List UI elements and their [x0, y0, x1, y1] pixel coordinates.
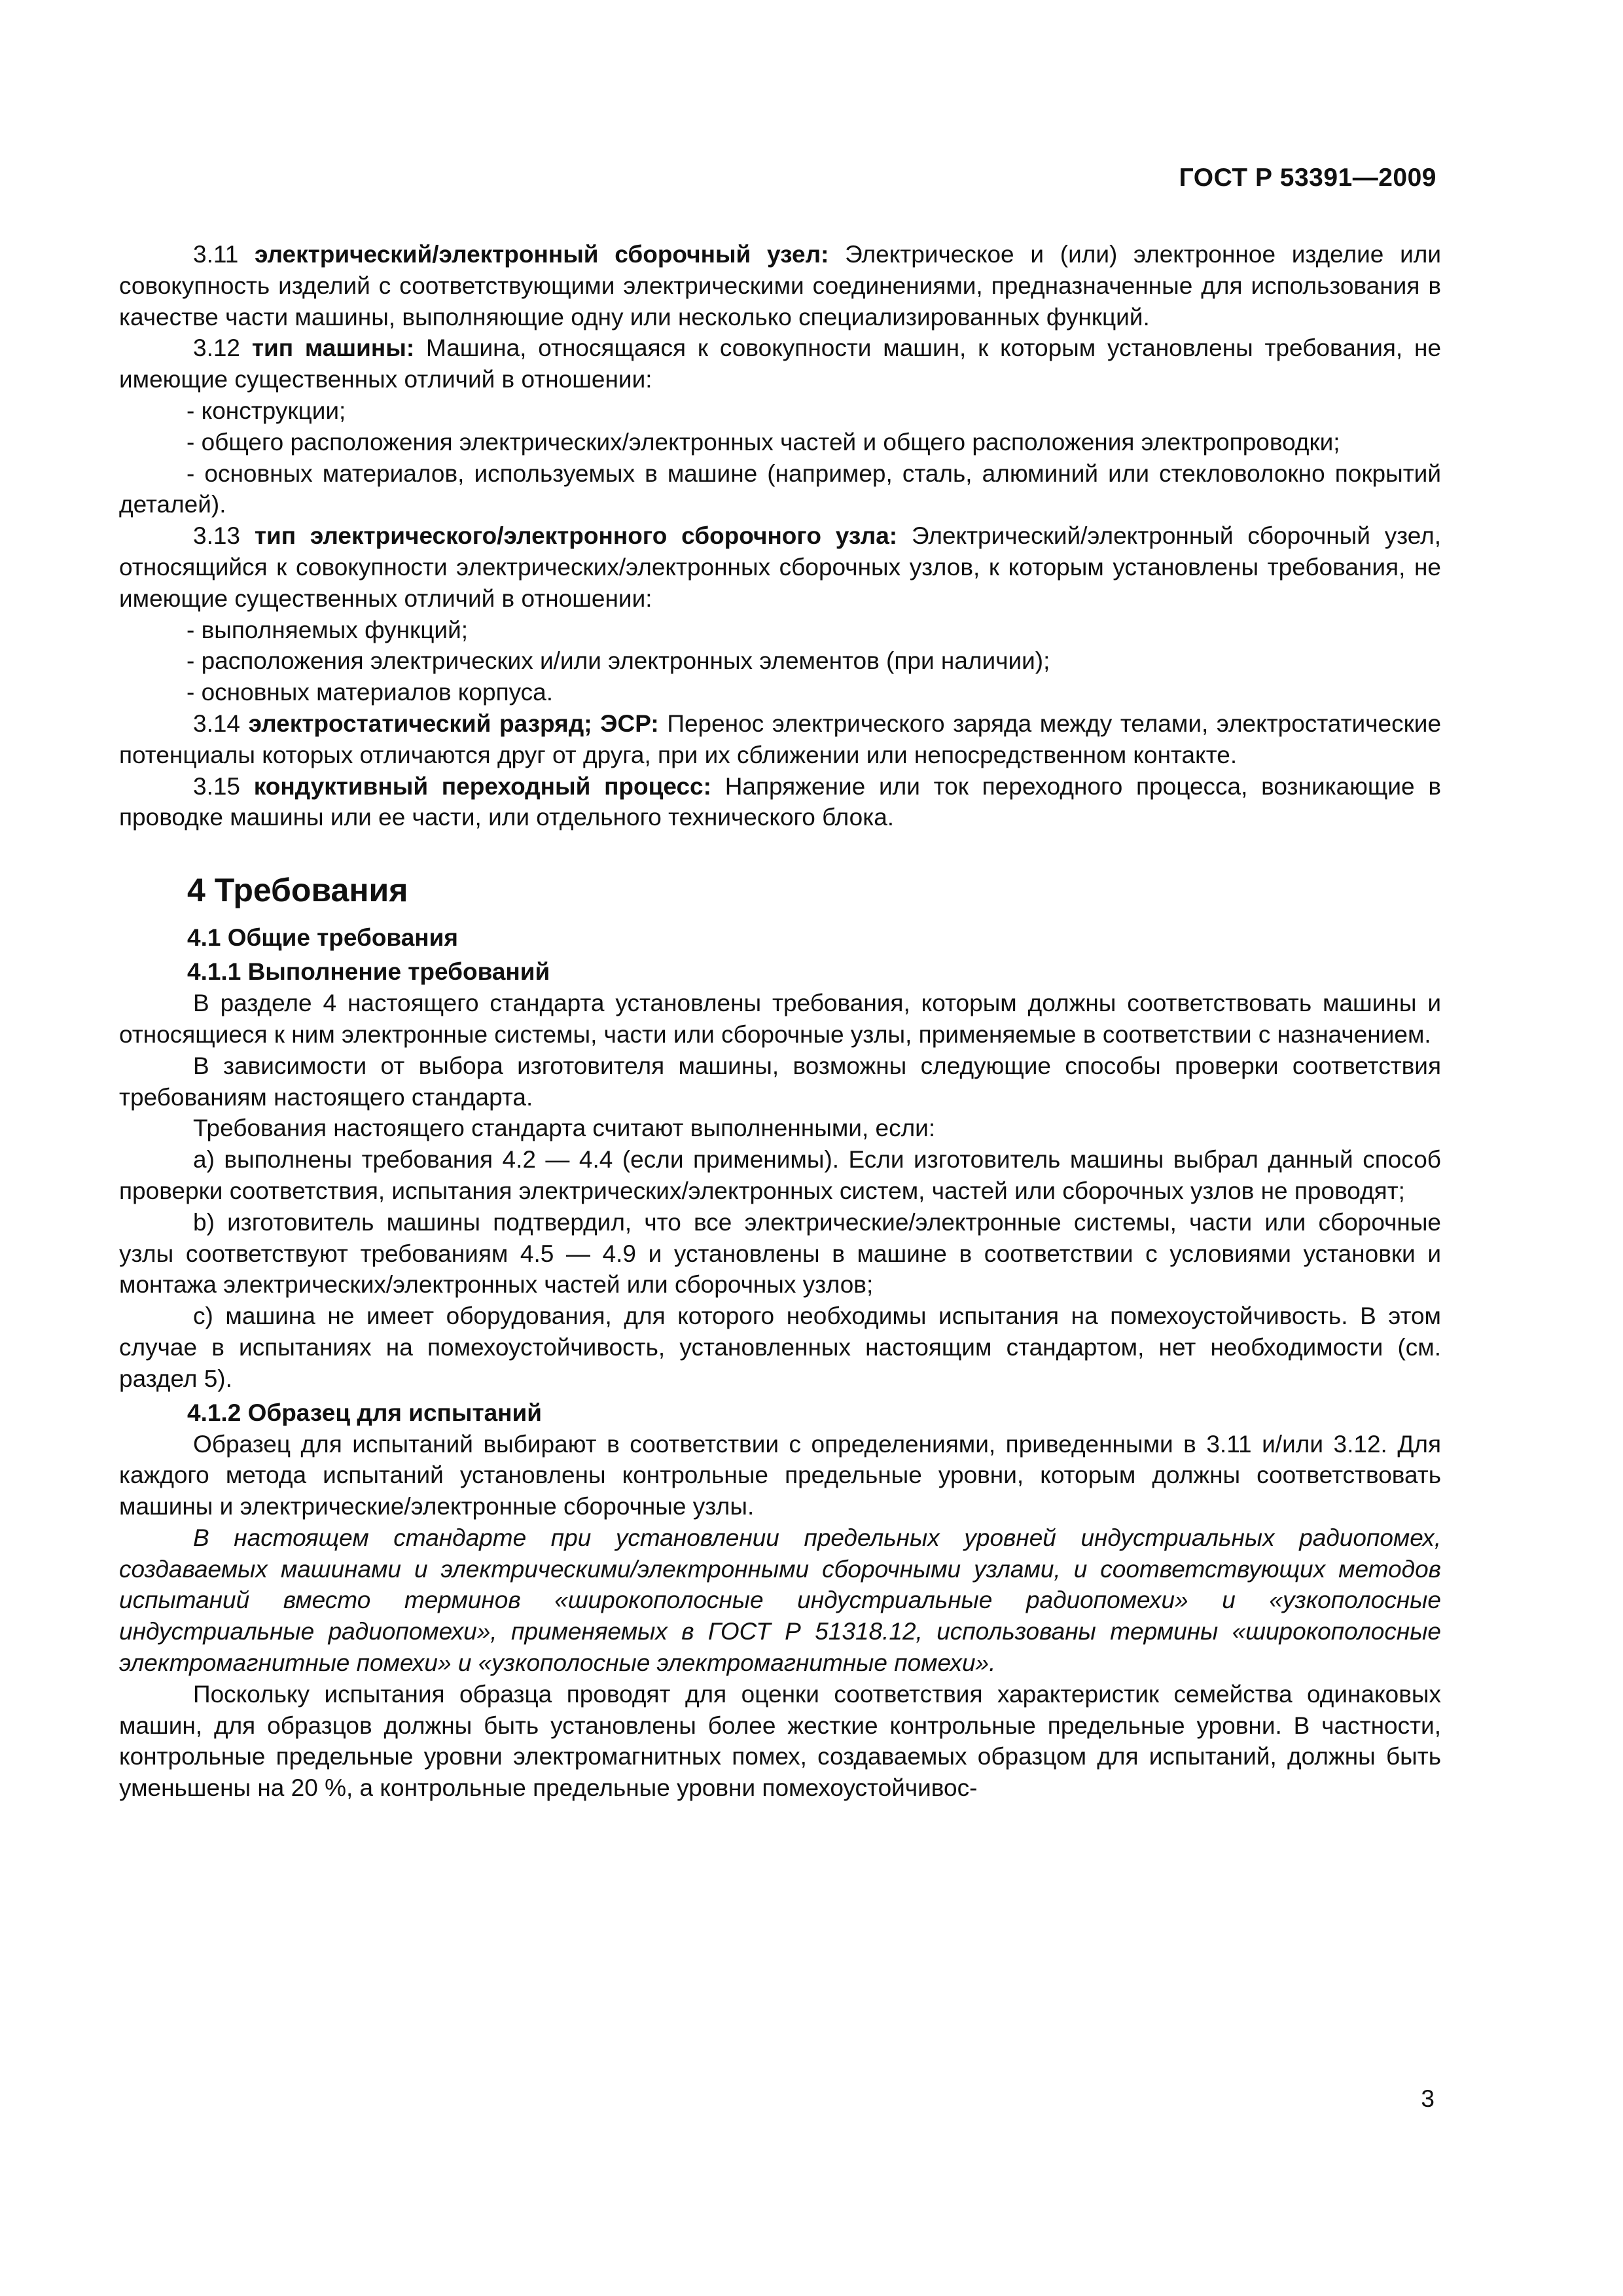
definition-3-12: 3.12 тип машины: Машина, относящаяся к совокупности машин, к которым установлены требования, не имеющие существенных отличий в отношении:: [119, 334, 1442, 393]
section-4-1-1-heading: 4.1.1 Выполнение требований: [187, 958, 550, 986]
list-item: - основных материалов корпуса.: [187, 679, 554, 706]
list-item-a: a) выполнены требования 4.2 — 4.4 (если применимы). Если изготовитель машины выбрал данный способ проверки соответствия, испытания электрических/электронных систем, частей или сборочных узлов не проводят;: [119, 1146, 1441, 1204]
section-4-heading: 4 Требования: [187, 872, 408, 909]
definition-3-14: 3.14 электростатический разряд; ЭСР: Перенос электрического заряда между телами, электростатические потенциалы которых отличаются друг от друга, при их сближении или непосредственном контакте.: [119, 709, 1442, 768]
section-4-1-2-heading: 4.1.2 Образец для испытаний: [187, 1399, 543, 1426]
document-body: [119, 239, 1441, 1804]
document-header: ГОСТ Р 53391—2009: [1179, 164, 1436, 192]
paragraph: Требования настоящего стандарта считают выполненными, если:: [193, 1115, 936, 1142]
list-item: - общего расположения электрических/электронных частей и общего расположения электропроводки;: [187, 428, 1340, 456]
definition-3-15: 3.15 кондуктивный переходный процесс: Напряжение или ток переходного процесса, возникающие в проводке машины или ее части, или отдельного технического блока.: [119, 772, 1442, 831]
page-number: 3: [1421, 2085, 1435, 2112]
definition-3-11: 3.11 электрический/электронный сборочный узел: Электрическое и (или) электронное изделие или совокупность изделий с соответствующими электрическими соединениями, предназначенные для использования в качестве части машины, выполняющие одну или несколько специализированных функций.: [119, 241, 1442, 331]
paragraph: Поскольку испытания образца проводят для оценки соответствия характеристик семейства одинаковых машин, для образцов должны быть установлены более жесткие контрольные предельные уровни. В частности, контрольные предельные уровни электромагнитных помех, создаваемых образцом для испытаний, должны быть уменьшены на 20 %, а контрольные предельные уровни помехоустойчивос-: [119, 1680, 1441, 1802]
list-item: - выполняемых функций;: [187, 616, 469, 643]
definition-3-13: 3.13 тип электрического/электронного сборочного узла: Электрический/электронный сборочный узел, относящийся к совокупности электрических/электронных сборочных узлов, к которым установлены требования, не имеющие существенных отличий в отношении:: [119, 522, 1442, 612]
list-item-b: b) изготовитель машины подтвердил, что все электрические/электронные системы, части или сборочные узлы соответствуют требованиям 4.5 — 4.9 и установлены в машине в соответствии с условиями установки и монтажа электрических/электронных частей или сборочных узлов;: [119, 1208, 1441, 1299]
paragraph: Образец для испытаний выбирают в соответствии с определениями, приведенными в 3.11 и/или 3.12. Для каждого метода испытаний установлены контрольные предельные уровни, которым должны соответствовать машины и электрические/электронные сборочные узлы.: [119, 1430, 1441, 1520]
paragraph: В разделе 4 настоящего стандарта установлены требования, которым должны соответствовать машины и относящиеся к ним электронные системы, части или сборочные узлы, применяемые в соответствии с назначением.: [119, 990, 1441, 1048]
list-item-c: c) машина не имеет оборудования, для которого необходимы испытания на помехоустойчивость. В этом случае в испытаниях на помехоустойчивость, установленных настоящим стандартом, нет необходимости (см. раздел 5).: [119, 1302, 1441, 1392]
italic-note: В настоящем стандарте при установлении предельных уровней индустриальных радиопомех, создаваемых машинами и электрическими/электронными сборочными узлами, и соответствующих методов испытаний вместо терминов «широкополосные индустриальные радиопомехи» и «узкополосные индустриальные радиопомехи», применяемых в ГОСТ Р 51318.12, использованы термины «широкополосные электромагнитные помехи» и «узкополосные электромагнитные помехи».: [119, 1524, 1441, 1677]
list-item: - конструкции;: [187, 397, 346, 424]
paragraph: В зависимости от выбора изготовителя машины, возможны следующие способы проверки соответствия требованиям настоящего стандарта.: [119, 1052, 1441, 1111]
section-4-1-heading: 4.1 Общие требования: [187, 924, 458, 952]
list-item: - основных материалов, используемых в машине (например, сталь, алюминий или стекловолокно покрытий деталей).: [119, 459, 1441, 518]
list-item: - расположения электрических и/или электронных элементов (при наличии);: [187, 647, 1050, 675]
